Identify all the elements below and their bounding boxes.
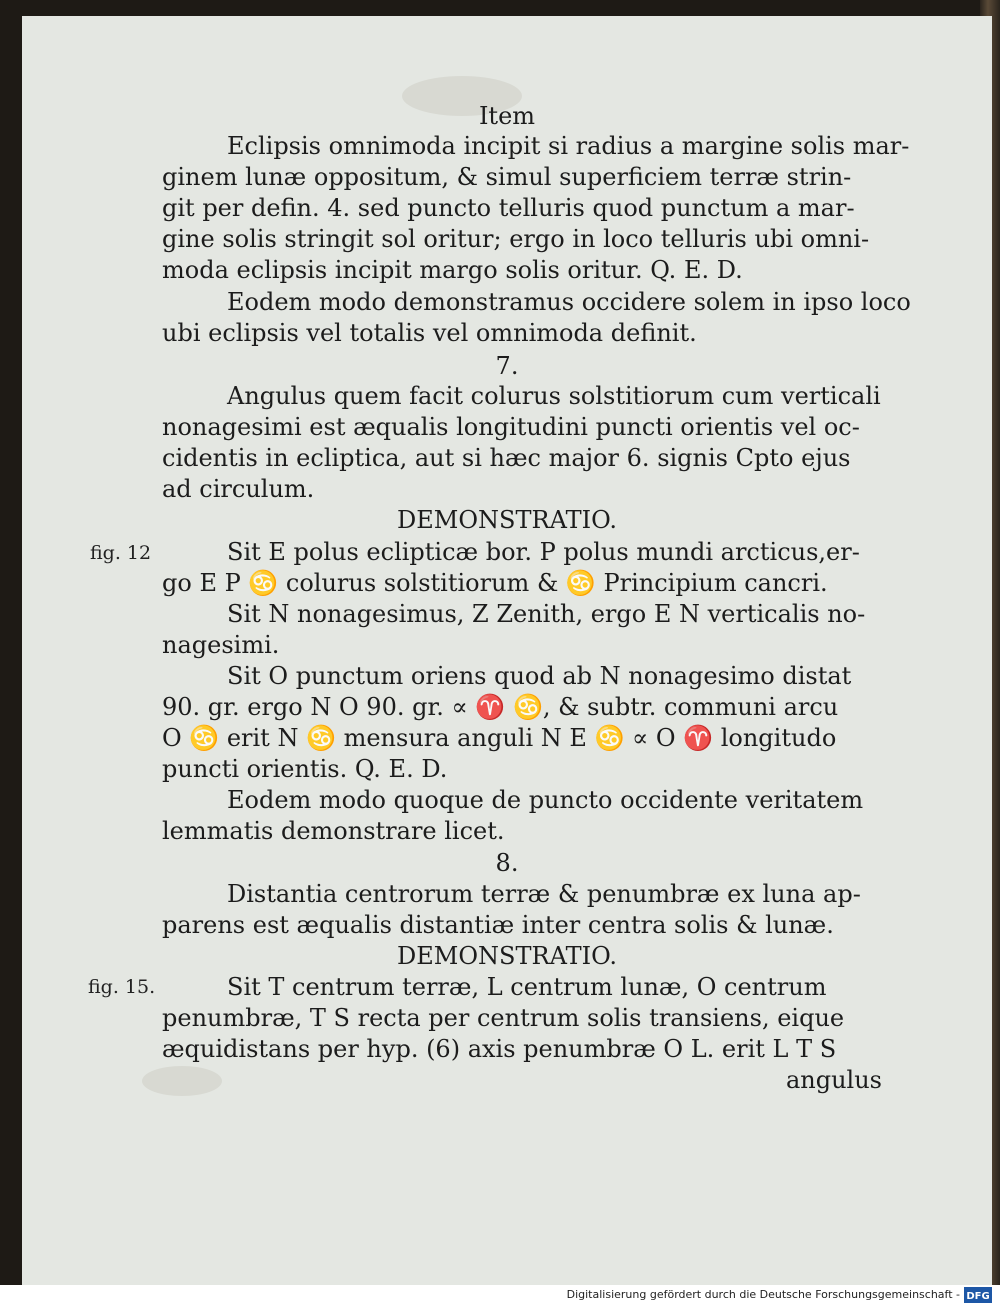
text-line: Distantia centrorum terræ & penumbræ ex luna ap-: [227, 880, 861, 908]
text-line: git per defin. 4. sed puncto telluris quod punctum a mar-: [162, 194, 855, 222]
stain: [142, 1066, 222, 1096]
text-line: æquidistans per hyp. (6) axis penumbræ O L. erit L T S: [162, 1035, 837, 1063]
margin-note-fig15: fig. 15.: [88, 976, 156, 998]
text-line: Sit E polus eclipticæ bor. P polus mundi arcticus,er-: [227, 538, 860, 566]
text-line: Eodem modo demonstramus occidere solem in ipso loco: [227, 288, 911, 316]
text-line: penumbræ, T S recta per centrum solis transiens, eique: [162, 1004, 845, 1032]
text-line: puncti orientis. Q. E. D.: [162, 755, 448, 783]
text-line: moda eclipsis incipit margo solis oritur. Q. E. D.: [162, 256, 743, 284]
heading-item: Item: [478, 102, 536, 130]
book-page: [22, 16, 992, 1285]
footer-bar: [0, 1285, 1000, 1306]
dfg-logo-text: DFG: [966, 1291, 990, 1302]
text-line: 90. gr. ergo N O 90. gr. ∝ ♈ ♋, & subtr. communi arcu: [162, 693, 839, 721]
text-line: nagesimi.: [162, 631, 280, 659]
footer-credit: Digitalisierung gefördert durch die Deutsche Forschungsgemeinschaft -: [566, 1288, 960, 1301]
text-line: parens est æqualis distantiæ inter centra solis & lunæ.: [162, 911, 834, 939]
text-line: Sit N nonagesimus, Z Zenith, ergo E N verticalis no-: [227, 600, 866, 628]
text-line: nonagesimi est æqualis longitudini puncti orientis vel oc-: [162, 413, 860, 441]
text-line: Eodem modo quoque de puncto occidente veritatem: [227, 786, 864, 814]
demonstratio-heading: DEMONSTRATIO.: [397, 942, 617, 970]
catchword: angulus: [785, 1066, 882, 1094]
dfg-logo-icon: [964, 1287, 992, 1303]
section-number: 7.: [495, 352, 519, 380]
text-line: ubi eclipsis vel totalis vel omnimoda definit.: [162, 319, 697, 347]
text-line: Sit O punctum oriens quod ab N nonagesimo distat: [227, 662, 852, 690]
text-line: go E P ♋ colurus solstitiorum & ♋ Principium cancri.: [162, 569, 828, 597]
text-line: Sit T centrum terræ, L centrum lunæ, O centrum: [227, 973, 827, 1001]
text-line: Angulus quem facit colurus solstitiorum cum verticali: [227, 382, 881, 410]
demonstratio-heading: DEMONSTRATIO.: [397, 506, 617, 534]
text-line: cidentis in ecliptica, aut si hæc major 6. signis Cpto ejus: [162, 444, 851, 472]
text-line: ginem lunæ oppositum, & simul superficiem terræ strin-: [162, 163, 852, 191]
text-line: O ♋ erit N ♋ mensura anguli N E ♋ ∝ O ♈ longitudo: [162, 724, 837, 752]
section-number: 8.: [495, 849, 519, 877]
text-line: lemmatis demonstrare licet.: [162, 817, 505, 845]
text-line: ad circulum.: [162, 475, 315, 503]
text-line: gine solis stringit sol oritur; ergo in loco telluris ubi omni-: [162, 225, 870, 253]
margin-note-fig12: fig. 12: [90, 542, 152, 564]
text-line: Eclipsis omnimoda incipit si radius a margine solis mar-: [227, 132, 910, 160]
